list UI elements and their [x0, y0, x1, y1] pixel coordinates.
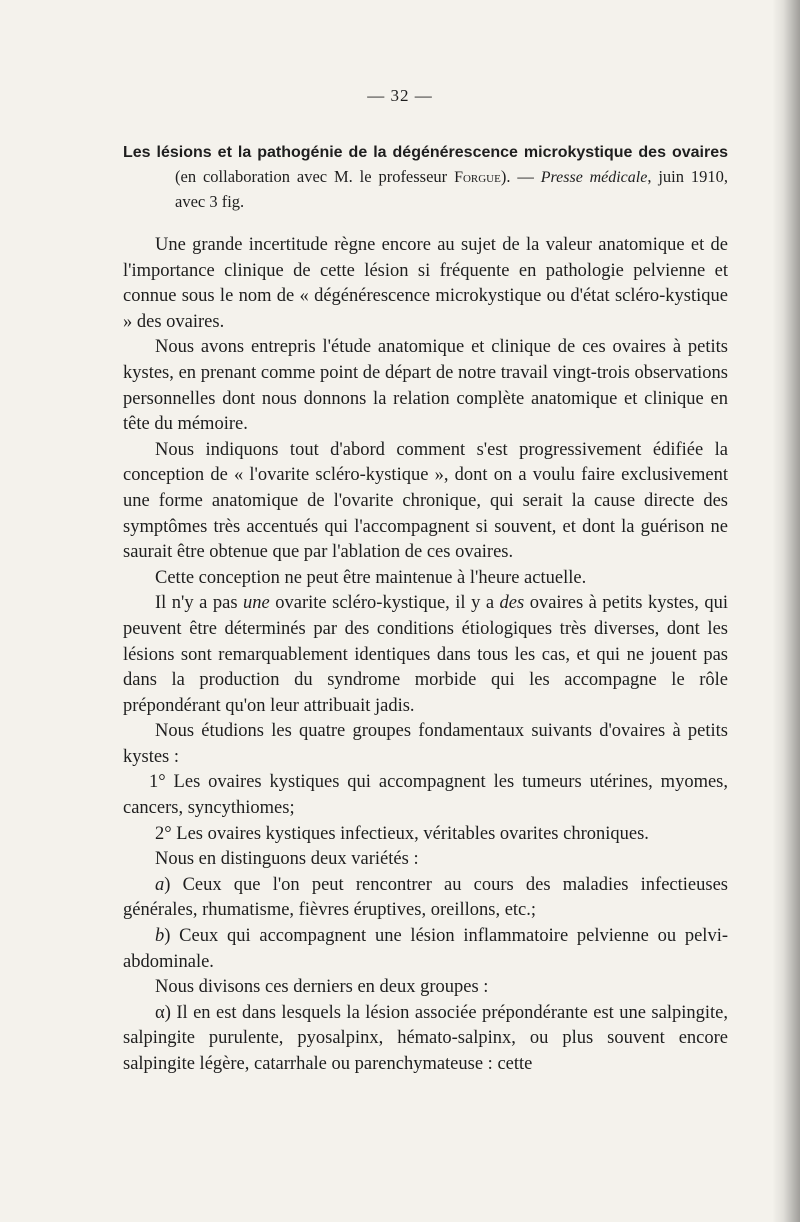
paragraph: Nous indiquons tout d'abord comment s'est progressivement édifiée la conception de « l'ovarite scléro-kystique », dont on a voulu faire exclusivement une forme anatomique de l'ovarite chronique, qui serait la cause directe des symptômes très accentués qui l'accompagnent si souvent, et dont la guérison ne saurait être obtenue que par l'ablation de ces ovaires. [123, 439, 728, 563]
reference-title: Les lésions et la pathogénie de la dégénérescence microkystique des ovaires [123, 144, 728, 161]
paragraph [123, 591, 728, 719]
paragraph-segment: ovaires à petits kystes, qui peuvent être déterminés par des conditions étiologiques très diverses, dont les lésions sont remarquablement identiques dans tous les cas, et qui ne jouent pas dans la production du syndrome morbide qui les accompagne le rôle prépondérant qu'on leur attribuait jadis. [123, 593, 728, 716]
list-item-2: 2° Les ovaires kystiques infectieux, véritables ovarites chroniques. [155, 823, 649, 844]
reference-date: , juin 1910, avec 3 fig. [175, 167, 729, 211]
variety-label: b [155, 926, 165, 947]
emphasis-des: des [499, 593, 525, 614]
paragraph: Cette conception ne peut être maintenue à l'heure actuelle. [155, 567, 587, 588]
reference-entry [123, 140, 728, 215]
reference-journal: Presse médicale [540, 169, 648, 186]
emphasis-une: une [243, 593, 270, 614]
paragraph: Nous étudions les quatre groupes fondamentaux suivants d'ovaires à petits kystes : [123, 721, 728, 767]
page-edge-shadow [772, 0, 800, 1222]
subgroup-alpha: α) Il en est dans lesquels la lésion associée prépondérante est une salpingite, salpingite purulente, pyosalpinx, hémato-salpinx, ou plus souvent encore salpingite légère, catarrhale ou parenchymateuse : cette [123, 1002, 728, 1074]
list-item-1: 1° Les ovaires kystiques qui accompagnent les tumeurs utérines, myomes, cancers, syncythiomes; [123, 772, 728, 819]
page-number: — 32 — [367, 86, 433, 105]
variety-b [123, 924, 728, 975]
paragraph-segment: Il n'y a pas [155, 593, 244, 614]
body-text [123, 233, 728, 1078]
paragraph-segment: ovarite scléro-kystique, il y a [269, 593, 500, 614]
variety-text: ) Ceux qui accompagnent une lésion inflammatoire pelvienne ou pelvi-abdominale. [123, 926, 728, 972]
variety-label: a [155, 874, 165, 895]
reference-collab-name: Forgue [454, 169, 501, 186]
reference-collab-post: ). — [500, 167, 541, 186]
page-content [123, 140, 728, 1078]
paragraph: Une grande incertitude règne encore au sujet de la valeur anatomique et de l'importance clinique de cette lésion si fréquente en pathologie pelvienne et connue sous le nom de « dégénérescence microkystique ou d'état scléro-kystique » des ovaires. [123, 235, 728, 332]
variety-text: ) Ceux que l'on peut rencontrer au cours des maladies infectieuses générales, rhumatisme, fièvres éruptives, oreillons, etc.; [123, 874, 728, 921]
paragraph: Nous avons entrepris l'étude anatomique et clinique de ces ovaires à petits kystes, en prenant comme point de départ de notre travail vingt-trois observations personnelles dont nous donnons la relation complète anatomique et clinique en tête du mémoire. [123, 337, 728, 435]
variety-a [123, 873, 728, 924]
paragraph: Nous en distinguons deux variétés : [155, 849, 419, 870]
reference-collab-pre: (en collaboration avec M. le professeur [175, 167, 455, 186]
paragraph: Nous divisons ces derniers en deux groupes : [155, 977, 489, 998]
